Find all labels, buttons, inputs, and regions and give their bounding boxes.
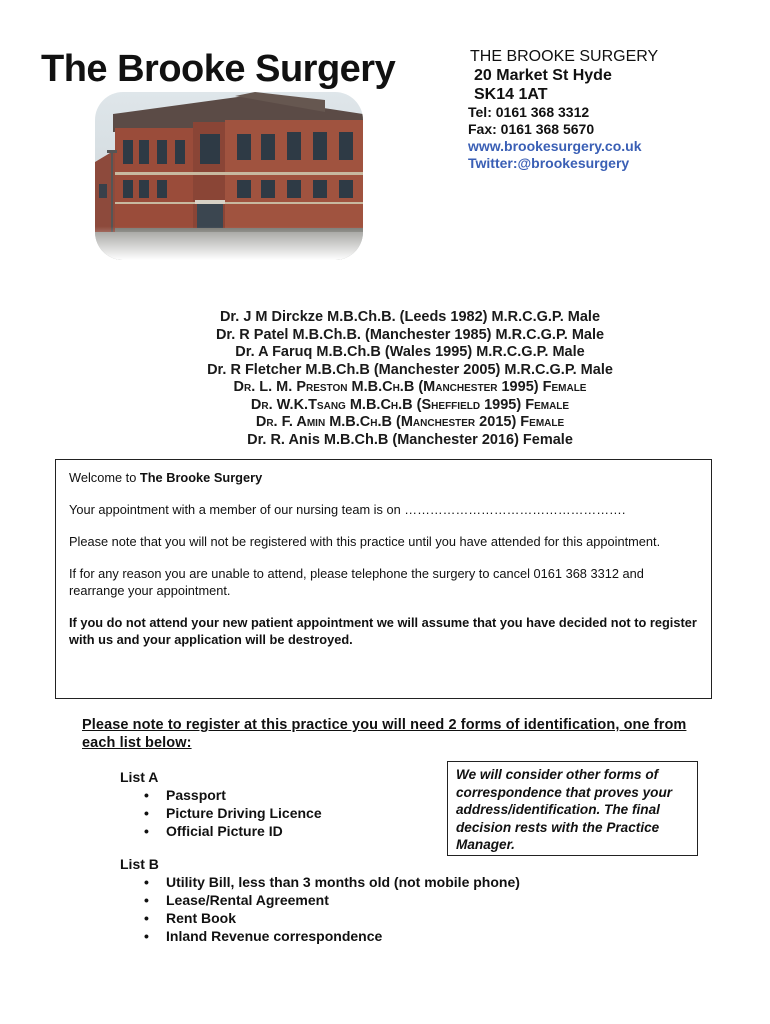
list-b-label: List B	[120, 856, 159, 872]
telephone-number: Tel: 0161 368 3312	[468, 104, 590, 120]
welcome-notice-box	[55, 459, 712, 699]
doctor-entry: Dr. W.K.Tsang M.B.Ch.B (Sheffield 1995) Female	[250, 396, 570, 413]
surgery-street: 20 Market St Hyde	[474, 67, 612, 84]
fax-number: Fax: 0161 368 5670	[468, 121, 595, 137]
greeting-prefix: Welcome to	[69, 470, 140, 485]
list-item: • Inland Revenue correspondence	[120, 927, 640, 945]
list-item: • Picture Driving Licence	[120, 804, 440, 822]
surgery-postcode: SK14 1AT	[474, 86, 548, 103]
doctor-entry: Dr. J M Dirckze M.B.Ch.B. (Leeds 1982) M.R.C.G.P. Male	[219, 309, 601, 325]
doctor-entry: Dr. L. M. Preston M.B.Ch.B (Manchester 1995) Female	[233, 379, 587, 395]
identification-heading: Please note to register at this practice you will need 2 forms of identification, one from each list below:	[82, 717, 687, 751]
page-title: The Brooke Surgery	[41, 48, 396, 90]
list-item: • Passport	[120, 786, 440, 804]
list-item: • Official Picture ID	[120, 822, 440, 840]
doctor-entry: Dr. R. Anis M.B.Ch.B (Manchester 2016) Female	[247, 431, 573, 448]
id-list-a	[120, 768, 440, 840]
list-item: • Utility Bill, less than 3 months old (not mobile phone)	[120, 873, 640, 891]
surgery-address-block	[468, 47, 758, 172]
cancel-note: If for any reason you are unable to attend, please telephone the surgery to cancel 0161 368 3312 and rearrange your appointment.	[69, 566, 644, 598]
non-attendance-warning: If you do not attend your new patient appointment we will assume that you have decided not to register with us and your application will be destroyed.	[69, 615, 697, 647]
surgery-building-photo	[95, 92, 363, 260]
doctor-entry: Dr. F. Amin M.B.Ch.B (Manchester 2015) Female	[255, 414, 565, 430]
registration-note: Please note that you will not be registered with this practice until you have attended for this appointment.	[69, 534, 661, 549]
doctor-entry: Dr. R Fletcher M.B.Ch.B (Manchester 2005) M.R.C.G.P. Male	[207, 361, 613, 378]
twitter-link[interactable]: Twitter:@brookesurgery	[468, 155, 630, 171]
doctor-entry: Dr. A Faruq M.B.Ch.B (Wales 1995) M.R.C.G.P. Male	[235, 344, 585, 360]
surgery-name: THE BROOKE SURGERY	[470, 48, 659, 65]
welcome-greeting	[69, 469, 698, 486]
other-forms-note-box: We will consider other forms of correspondence that proves your address/identification. The final decision rests with the Practice Manager.	[447, 761, 698, 856]
doctors-list	[150, 309, 670, 449]
appointment-line: Your appointment with a member of our nursing team is on …………………………………………….	[69, 502, 626, 517]
id-list-b	[120, 855, 640, 945]
list-item: • Rent Book	[120, 909, 640, 927]
doctor-entry: Dr. R Patel M.B.Ch.B. (Manchester 1985) M.R.C.G.P. Male	[215, 326, 605, 343]
list-a-label: List A	[120, 769, 159, 785]
list-item: • Lease/Rental Agreement	[120, 891, 640, 909]
website-link[interactable]: www.brookesurgery.co.uk	[468, 138, 642, 154]
greeting-surgery-name: The Brooke Surgery	[139, 470, 263, 485]
